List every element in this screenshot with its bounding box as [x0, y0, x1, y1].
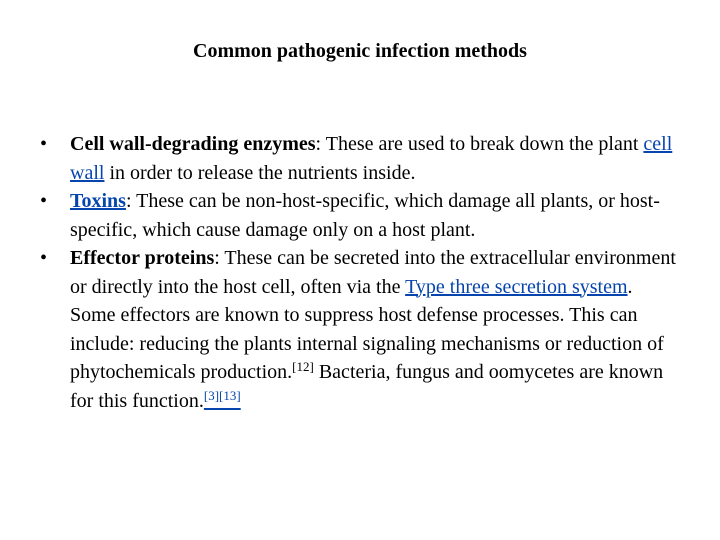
item-text: Bacteria, fungus and oomycetes are known for this function.	[70, 361, 664, 412]
bullet-list	[40, 130, 680, 415]
item-text: : These can be non-host-specific, which damage all plants, or host-specific, which cause damage only on a host plant.	[70, 190, 660, 241]
item-text: : These are used to break down the plant	[315, 133, 644, 155]
link-toxins[interactable]: Toxins	[70, 190, 126, 212]
term-effector-proteins: Effector proteins	[70, 247, 215, 269]
list-item-toxins	[40, 187, 680, 244]
link-cell-wall[interactable]: cell wall	[70, 133, 673, 184]
bullet-icon: •	[40, 190, 48, 212]
list-item-cell-wall-enzymes	[40, 130, 680, 187]
link-type-three-secretion-system[interactable]: Type three secretion system	[405, 275, 628, 298]
bullet-icon: •	[40, 247, 48, 269]
citation-ref-12[interactable]: [12]	[292, 359, 314, 374]
item-text: : These can be secreted into the extracellular environment or directly into the host cell, often via the	[70, 247, 676, 298]
citation-ref-3-13-label: [3][13]	[203, 387, 241, 403]
item-text: in order to release the nutrients inside.	[104, 161, 416, 184]
list-item-effector-proteins	[40, 244, 680, 415]
page-title: Common pathogenic infection methods	[193, 40, 527, 62]
item-text: . Some effectors are known to suppress host defense processes. This can include: reducing the plants internal signaling mechanisms or reduction of phytochemicals production.	[70, 275, 664, 383]
bullet-icon: •	[40, 133, 48, 155]
term-cell-wall-degrading-enzymes: Cell wall-degrading enzymes	[70, 133, 316, 155]
citation-ref-3-13[interactable]	[203, 387, 241, 412]
